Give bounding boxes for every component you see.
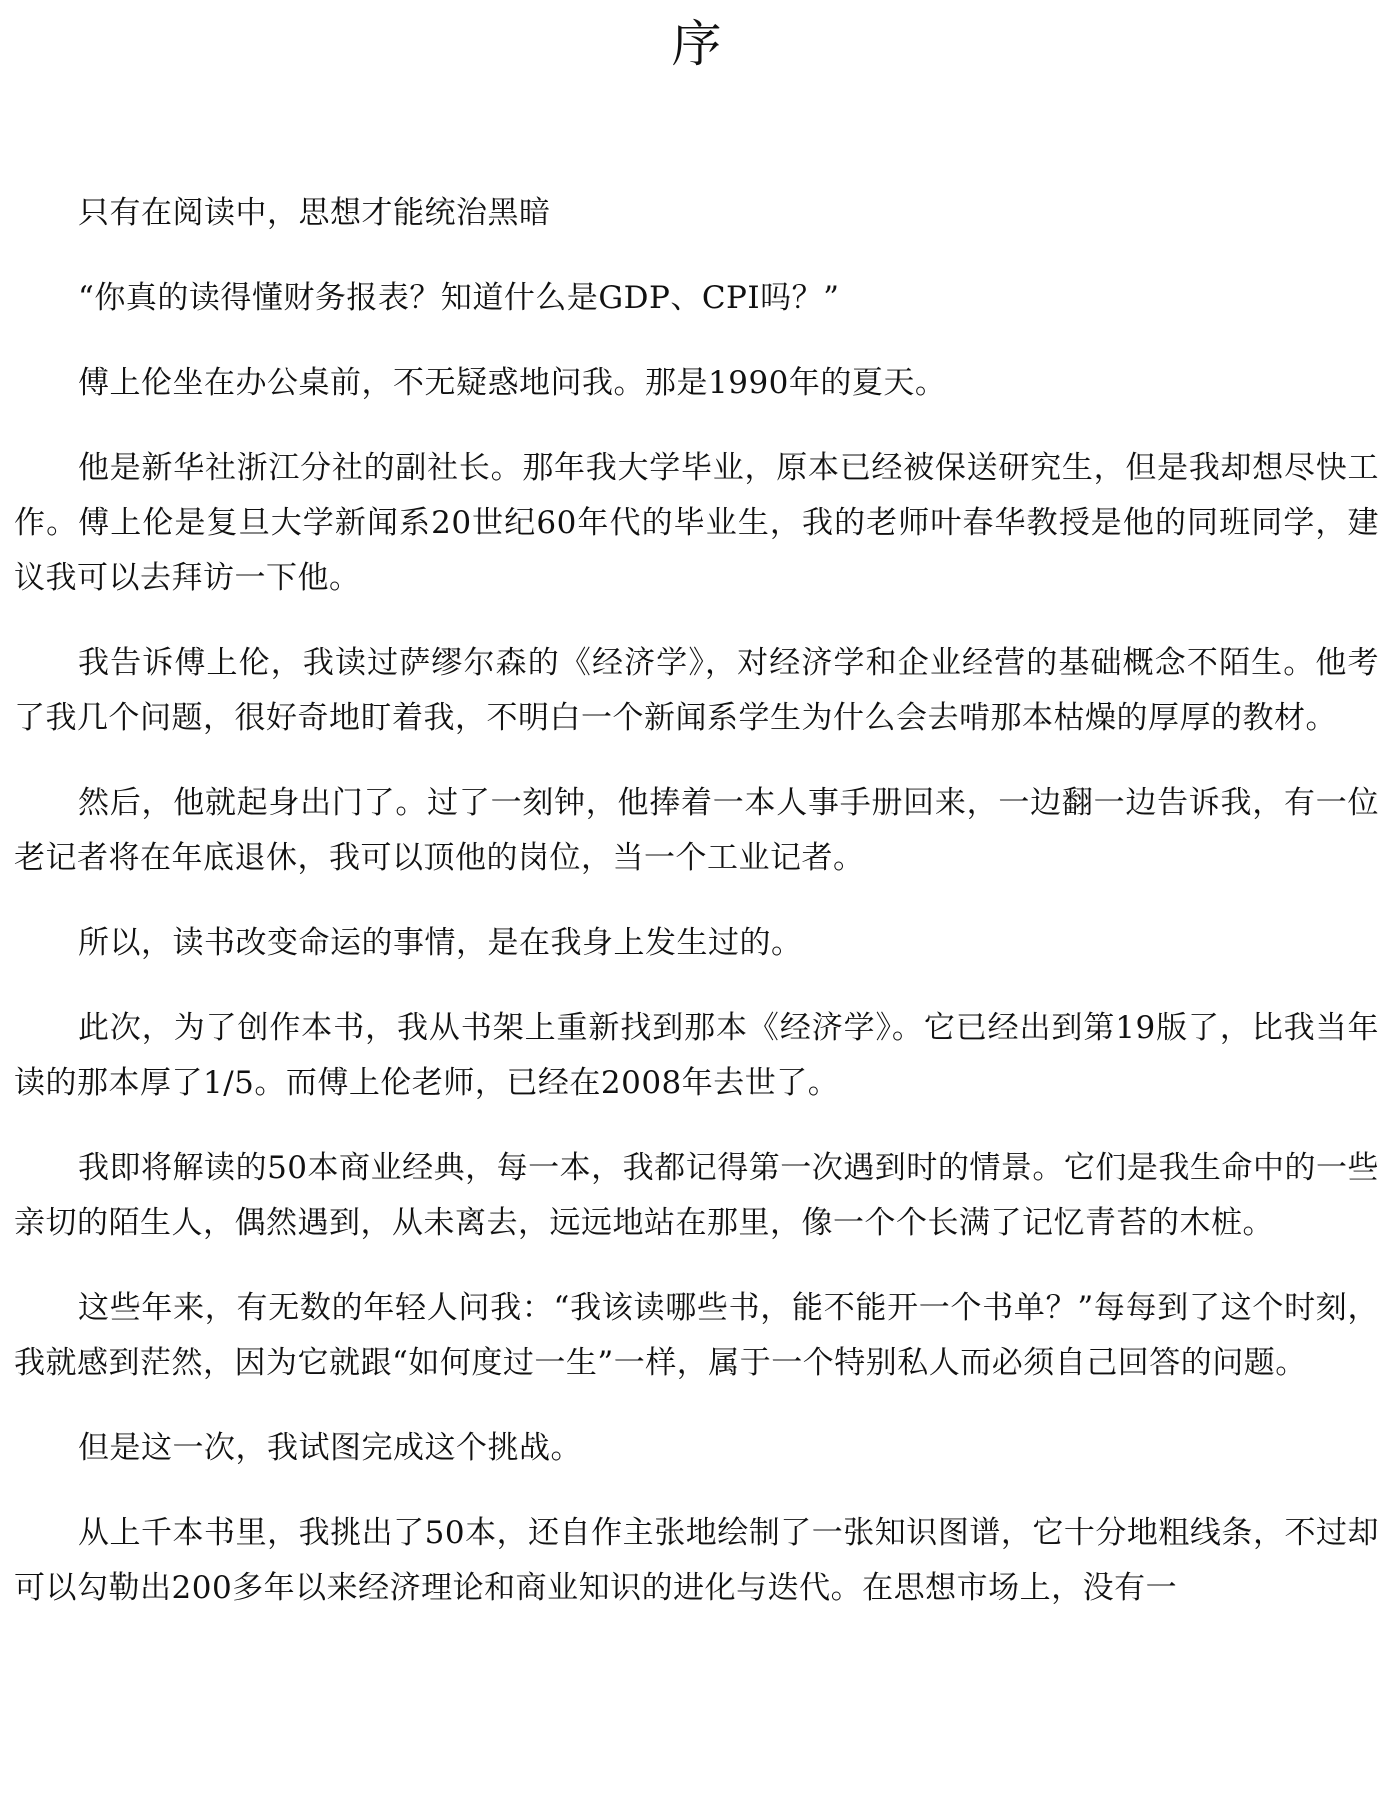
paragraph-8: 此次，为了创作本书，我从书架上重新找到那本《经济学》。它已经出到第19版了，比我当年读的那本厚了1/5。而傅上伦老师，已经在2008年去世了。 [14,1010,1379,1101]
paragraph-3: 傅上伦坐在办公桌前，不无疑惑地问我。那是1990年的夏天。 [78,365,947,401]
paragraph-12: 从上千本书里，我挑出了50本，还自作主张地绘制了一张知识图谱，它十分地粗线条，不过却可以勾勒出200多年以来经济理论和商业知识的进化与迭代。在思想市场上，没有一 [14,1515,1379,1606]
paragraph-6: 然后，他就起身出门了。过了一刻钟，他捧着一本人事手册回来，一边翻一边告诉我，有一位老记者将在年底退休，我可以顶他的岗位，当一个工业记者。 [14,785,1379,876]
page-title: 序 [671,15,722,73]
paragraph-2: “你真的读得懂财务报表？知道什么是GDP、CPI吗？” [78,280,840,316]
paragraph-10: 这些年来，有无数的年轻人问我：“我该读哪些书，能不能开一个书单？”每每到了这个时刻，我就感到茫然，因为它就跟“如何度过一生”一样，属于一个特别私人而必须自己回答的问题。 [14,1290,1379,1381]
body-text [14,186,1379,1616]
paragraph-5: 我告诉傅上伦，我读过萨缪尔森的《经济学》，对经济学和企业经营的基础概念不陌生。他考了我几个问题，很好奇地盯着我，不明白一个新闻系学生为什么会去啃那本枯燥的厚厚的教材。 [14,645,1379,736]
paragraph-1: 只有在阅读中，思想才能统治黑暗 [78,195,551,231]
paragraph-7: 所以，读书改变命运的事情，是在我身上发生过的。 [78,925,803,961]
paragraph-4: 他是新华社浙江分社的副社长。那年我大学毕业，原本已经被保送研究生，但是我却想尽快工作。傅上伦是复旦大学新闻系20世纪60年代的毕业生，我的老师叶春华教授是他的同班同学，建议我可以去拜访一下他。 [14,450,1379,596]
paragraph-11: 但是这一次，我试图完成这个挑战。 [78,1430,582,1466]
paragraph-9: 我即将解读的50本商业经典，每一本，我都记得第一次遇到时的情景。它们是我生命中的一些亲切的陌生人，偶然遇到，从未离去，远远地站在那里，像一个个长满了记忆青苔的木桩。 [14,1150,1379,1241]
